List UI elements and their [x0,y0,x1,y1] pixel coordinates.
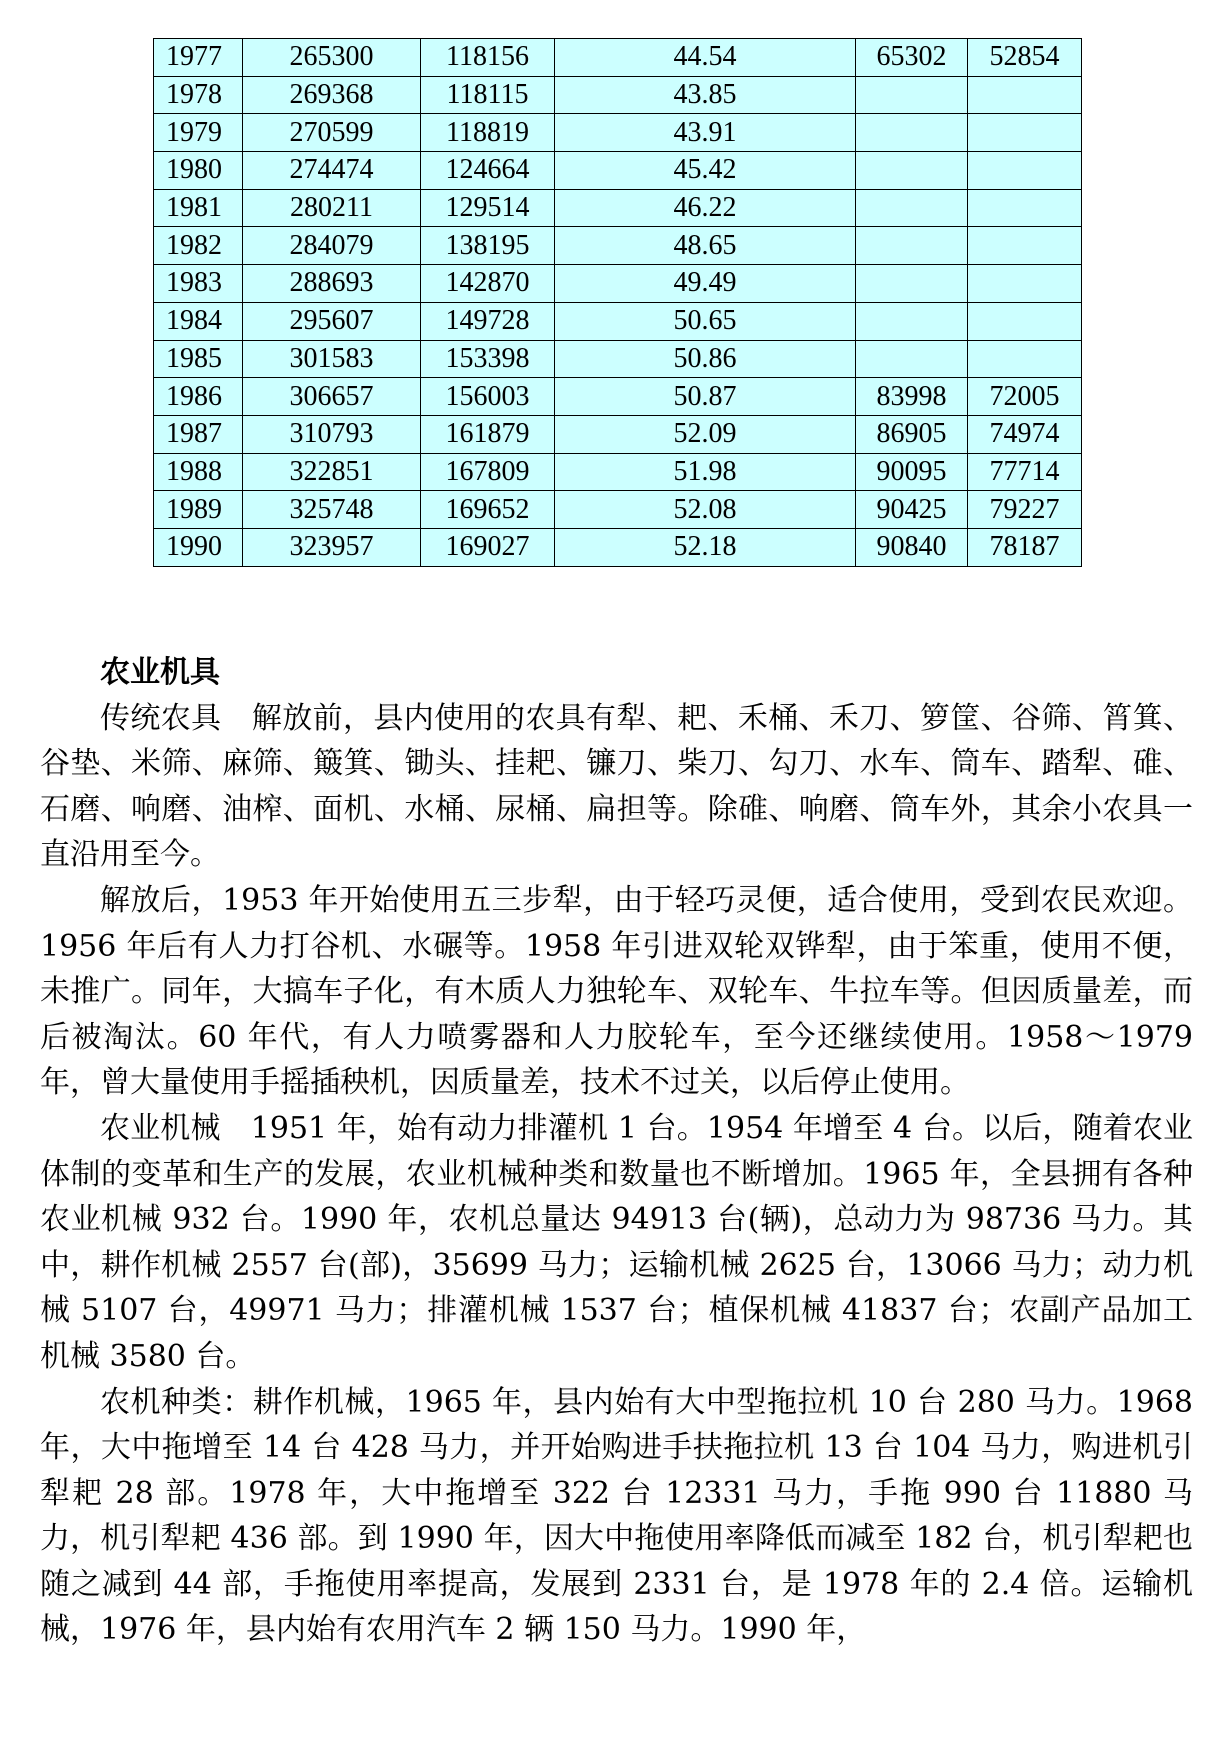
table-cell: 124664 [421,152,555,190]
table-cell: 1986 [154,378,243,416]
paragraph-text: 1951 年，始有动力排灌机 1 台。1954 年增至 4 台。以后，随着农业体制的变革和生产的发展，农业机械种类和数量也不断增加。1965 年，全县拥有各种农业机械 932 台。1990 年，农机总量达 94913 台(辆)，总动力为 98736 马力。其中，耕作机械 2557 台(部)，35699 马力；运输机械 2625 台，13066 马力；动力机械 5107 台，49971 马力；排灌机械 1537 台；植保机械 41837 台；农副产品加工机械 3580 台。 [40,1110,1194,1374]
table-row [154,528,1082,566]
table-cell [968,152,1082,190]
table-cell: 295607 [243,302,421,340]
table-cell: 161879 [421,415,555,453]
table-cell: 167809 [421,453,555,491]
table-cell [968,340,1082,378]
table-cell [856,114,968,152]
table-cell: 306657 [243,378,421,416]
table-row [154,76,1082,114]
table-cell: 284079 [243,227,421,265]
table-cell [968,265,1082,303]
table-cell: 280211 [243,189,421,227]
table-cell [856,227,968,265]
table-cell: 129514 [421,189,555,227]
paragraph-text: 解放后，1953 年开始使用五三步犁，由于轻巧灵便，适合使用，受到农民欢迎。1956 年后有人力打谷机、水碾等。1958 年引进双轮双铧犁，由于笨重，使用不便，未推广。同年，大搞车子化，有木质人力独轮车、双轮车、牛拉车等。但因质量差，而后被淘汰。60 年代，有人力喷雾器和人力胶轮车，至今还继续使用。1958～1979 年，曾大量使用手摇插秧机，因质量差，技术不过关，以后停止使用。 [40,882,1193,1101]
statistics-table [153,38,1082,567]
paragraph-lead: 传统农具 [100,700,222,736]
table-cell: 118156 [421,39,555,77]
table-cell [968,227,1082,265]
table-cell: 1979 [154,114,243,152]
table-cell [968,114,1082,152]
table-cell: 51.98 [555,453,856,491]
table-cell: 90840 [856,528,968,566]
table-cell [856,302,968,340]
paragraph-text: 农机种类：耕作机械，1965 年，县内始有大中型拖拉机 10 台 280 马力。1968 年，大中拖增至 14 台 428 马力，并开始购进手扶拖拉机 13 台 104 马力，购进机引犁耙 28 部。1978 年，大中拖增至 322 台 12331 马力，手拖 990 台 11880 马力，机引犁耙 436 部。到 1990 年，因大中拖使用率降低而减至 182 台，机引犁耙也随之减到 44 部，手拖使用率提高，发展到 2331 台，是 1978 年的 2.4 倍。运输机械，1976 年，县内始有农用汽车 2 辆 150 马力。1990 年， [40,1384,1193,1648]
table-cell: 50.87 [555,378,856,416]
table-cell: 1980 [154,152,243,190]
table-cell [856,152,968,190]
paragraph-lead: 农业机械 [100,1110,221,1146]
table-cell: 1989 [154,491,243,529]
table-row [154,378,1082,416]
table-cell: 43.91 [555,114,856,152]
table-cell: 83998 [856,378,968,416]
table-cell: 72005 [968,378,1082,416]
table-cell: 269368 [243,76,421,114]
table-row [154,415,1082,453]
table-cell: 301583 [243,340,421,378]
table-row [154,39,1082,77]
table-cell: 52854 [968,39,1082,77]
table-cell: 52.08 [555,491,856,529]
table-cell: 1977 [154,39,243,77]
table-row [154,114,1082,152]
table-cell [856,340,968,378]
table-cell: 86905 [856,415,968,453]
table-cell: 50.86 [555,340,856,378]
table-cell: 77714 [968,453,1082,491]
statistics-table-body [154,39,1082,567]
table-cell: 169027 [421,528,555,566]
table-cell: 1987 [154,415,243,453]
table-cell: 1978 [154,76,243,114]
table-cell: 1984 [154,302,243,340]
table-cell: 322851 [243,453,421,491]
table-cell [856,76,968,114]
table-cell: 265300 [243,39,421,77]
table-cell: 325748 [243,491,421,529]
table-cell: 169652 [421,491,555,529]
table-cell: 52.18 [555,528,856,566]
paragraph [40,1380,1193,1654]
table-cell: 156003 [421,378,555,416]
table-row [154,453,1082,491]
table-cell: 1990 [154,528,243,566]
paragraph [40,878,1193,1106]
table-cell [856,189,968,227]
table-cell [968,302,1082,340]
table-cell: 1982 [154,227,243,265]
table-row [154,265,1082,303]
table-cell: 288693 [243,265,421,303]
paragraph [40,696,1193,878]
table-cell: 50.65 [555,302,856,340]
table-row [154,340,1082,378]
table-row [154,491,1082,529]
section-heading: 农业机具 [100,655,220,690]
table-cell: 43.85 [555,76,856,114]
table-row [154,152,1082,190]
table-cell: 45.42 [555,152,856,190]
paragraph-text: 解放前，县内使用的农具有犁、耙、禾桶、禾刀、箩筐、谷筛、筲箕、谷垫、米筛、麻筛、簸箕、锄头、挂耙、镰刀、柴刀、勾刀、水车、筒车、踏犁、碓、石磨、响磨、油榨、面机、水桶、尿桶、扁担等。除碓、响磨、筒车外，其余小农具一直沿用至今。 [40,700,1194,873]
table-cell: 323957 [243,528,421,566]
table-cell: 270599 [243,114,421,152]
table-cell: 90095 [856,453,968,491]
table-cell: 48.65 [555,227,856,265]
table-cell: 118115 [421,76,555,114]
table-cell [968,189,1082,227]
table-cell: 90425 [856,491,968,529]
table-cell: 46.22 [555,189,856,227]
table-cell: 44.54 [555,39,856,77]
table-cell: 49.49 [555,265,856,303]
table-cell: 274474 [243,152,421,190]
table-cell: 74974 [968,415,1082,453]
table-cell: 118819 [421,114,555,152]
table-cell: 1983 [154,265,243,303]
table-cell: 149728 [421,302,555,340]
table-cell [968,76,1082,114]
table-cell: 138195 [421,227,555,265]
table-row [154,189,1082,227]
table-cell: 1988 [154,453,243,491]
table-cell: 153398 [421,340,555,378]
table-cell: 1985 [154,340,243,378]
table-cell: 142870 [421,265,555,303]
table-cell [856,265,968,303]
table-row [154,227,1082,265]
table-cell: 310793 [243,415,421,453]
table-row [154,302,1082,340]
table-cell: 78187 [968,528,1082,566]
table-cell: 1981 [154,189,243,227]
table-cell: 79227 [968,491,1082,529]
article-text [40,650,1193,1653]
table-cell: 65302 [856,39,968,77]
paragraph [40,1106,1193,1380]
table-cell: 52.09 [555,415,856,453]
